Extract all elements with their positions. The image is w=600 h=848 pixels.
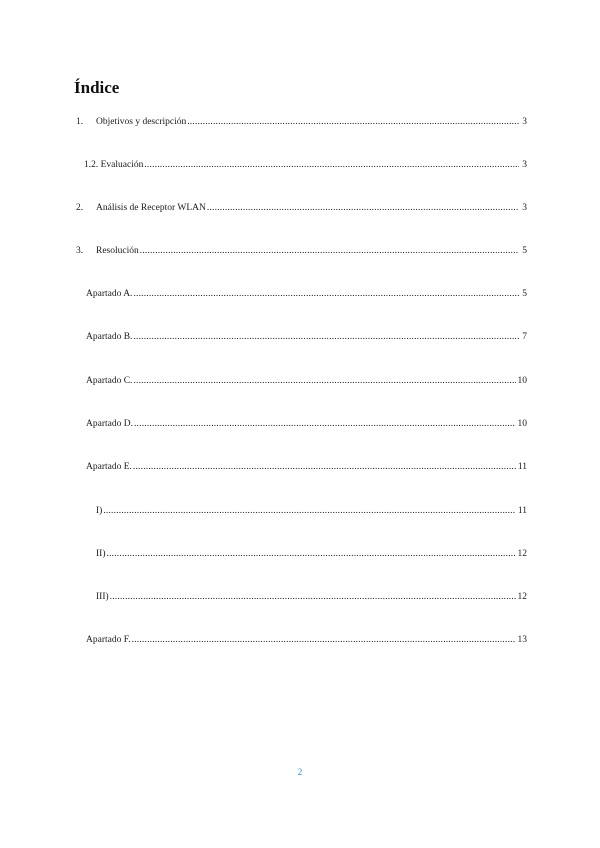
toc-entry-title: Apartado F. bbox=[86, 635, 131, 645]
toc-entry-page: 7 bbox=[522, 332, 527, 342]
toc-entry-3[interactable] bbox=[76, 243, 527, 257]
toc-entry-title: Apartado A. bbox=[86, 289, 133, 299]
toc-dot-leader bbox=[107, 548, 516, 560]
toc-entry-page: 13 bbox=[517, 635, 527, 645]
toc-dot-leader bbox=[133, 331, 519, 343]
toc-entry-1-2[interactable] bbox=[84, 157, 527, 171]
toc-entry-page: 3 bbox=[522, 160, 527, 170]
toc-entry-page: 11 bbox=[517, 506, 527, 516]
toc-entry-page: 12 bbox=[517, 549, 527, 559]
toc-entry-title: I) bbox=[96, 506, 103, 516]
toc-entry-title: Análisis de Receptor WLAN bbox=[96, 203, 206, 213]
toc-entry-e-i[interactable] bbox=[96, 503, 527, 517]
toc-dot-leader bbox=[133, 461, 516, 473]
toc-entry-title: III) bbox=[96, 592, 109, 602]
toc-entry-number: 3. bbox=[76, 246, 84, 256]
toc-dot-leader bbox=[144, 159, 519, 171]
toc-entry-1[interactable] bbox=[76, 114, 527, 128]
toc-entry-page: 3 bbox=[522, 203, 527, 213]
toc-entry-title: Apartado B. bbox=[86, 332, 133, 342]
toc-entry-page: 5 bbox=[522, 289, 527, 299]
toc-entry-apartado-c[interactable] bbox=[86, 373, 527, 387]
toc-entry-page: 12 bbox=[517, 592, 527, 602]
toc-entry-title: Apartado D. bbox=[86, 419, 133, 429]
toc-entry-2[interactable] bbox=[76, 200, 527, 214]
toc-entry-page: 11 bbox=[517, 462, 527, 472]
toc-dot-leader bbox=[140, 245, 519, 257]
toc-dot-leader bbox=[110, 591, 516, 603]
toc-entry-apartado-a[interactable] bbox=[86, 286, 527, 300]
toc-entry-page: 10 bbox=[517, 419, 527, 429]
toc-dot-leader bbox=[187, 116, 519, 128]
toc-entry-title: Apartado E. bbox=[86, 462, 132, 472]
page-number: 2 bbox=[297, 768, 303, 778]
toc-dot-leader bbox=[132, 634, 516, 646]
toc-entry-apartado-b[interactable] bbox=[86, 329, 527, 343]
toc-entry-page: 10 bbox=[517, 376, 527, 386]
toc-entry-title: Apartado C. bbox=[86, 376, 133, 386]
toc-entry-title: 1.2. Evaluación bbox=[84, 160, 144, 170]
toc-entry-page: 5 bbox=[522, 246, 527, 256]
toc-dot-leader bbox=[134, 418, 516, 430]
toc-entry-title: Resolución bbox=[96, 246, 139, 256]
toc-entry-page: 3 bbox=[522, 117, 527, 127]
toc-heading: Índice bbox=[74, 78, 120, 97]
toc-entry-e-ii[interactable] bbox=[96, 546, 527, 560]
toc-entry-e-iii[interactable] bbox=[96, 589, 527, 603]
toc-dot-leader bbox=[103, 505, 516, 517]
toc-entry-title: II) bbox=[96, 549, 106, 559]
toc-dot-leader bbox=[133, 375, 515, 387]
toc-dot-leader bbox=[207, 202, 519, 214]
toc-entry-number: 1. bbox=[76, 117, 84, 127]
toc-entry-number: 2. bbox=[76, 203, 84, 213]
toc-entry-title: Objetivos y descripción bbox=[96, 117, 187, 127]
toc-entry-apartado-d[interactable] bbox=[86, 416, 527, 430]
toc-entry-apartado-e[interactable] bbox=[86, 459, 527, 473]
toc-dot-leader bbox=[133, 288, 519, 300]
toc-entry-apartado-f[interactable] bbox=[86, 632, 527, 646]
